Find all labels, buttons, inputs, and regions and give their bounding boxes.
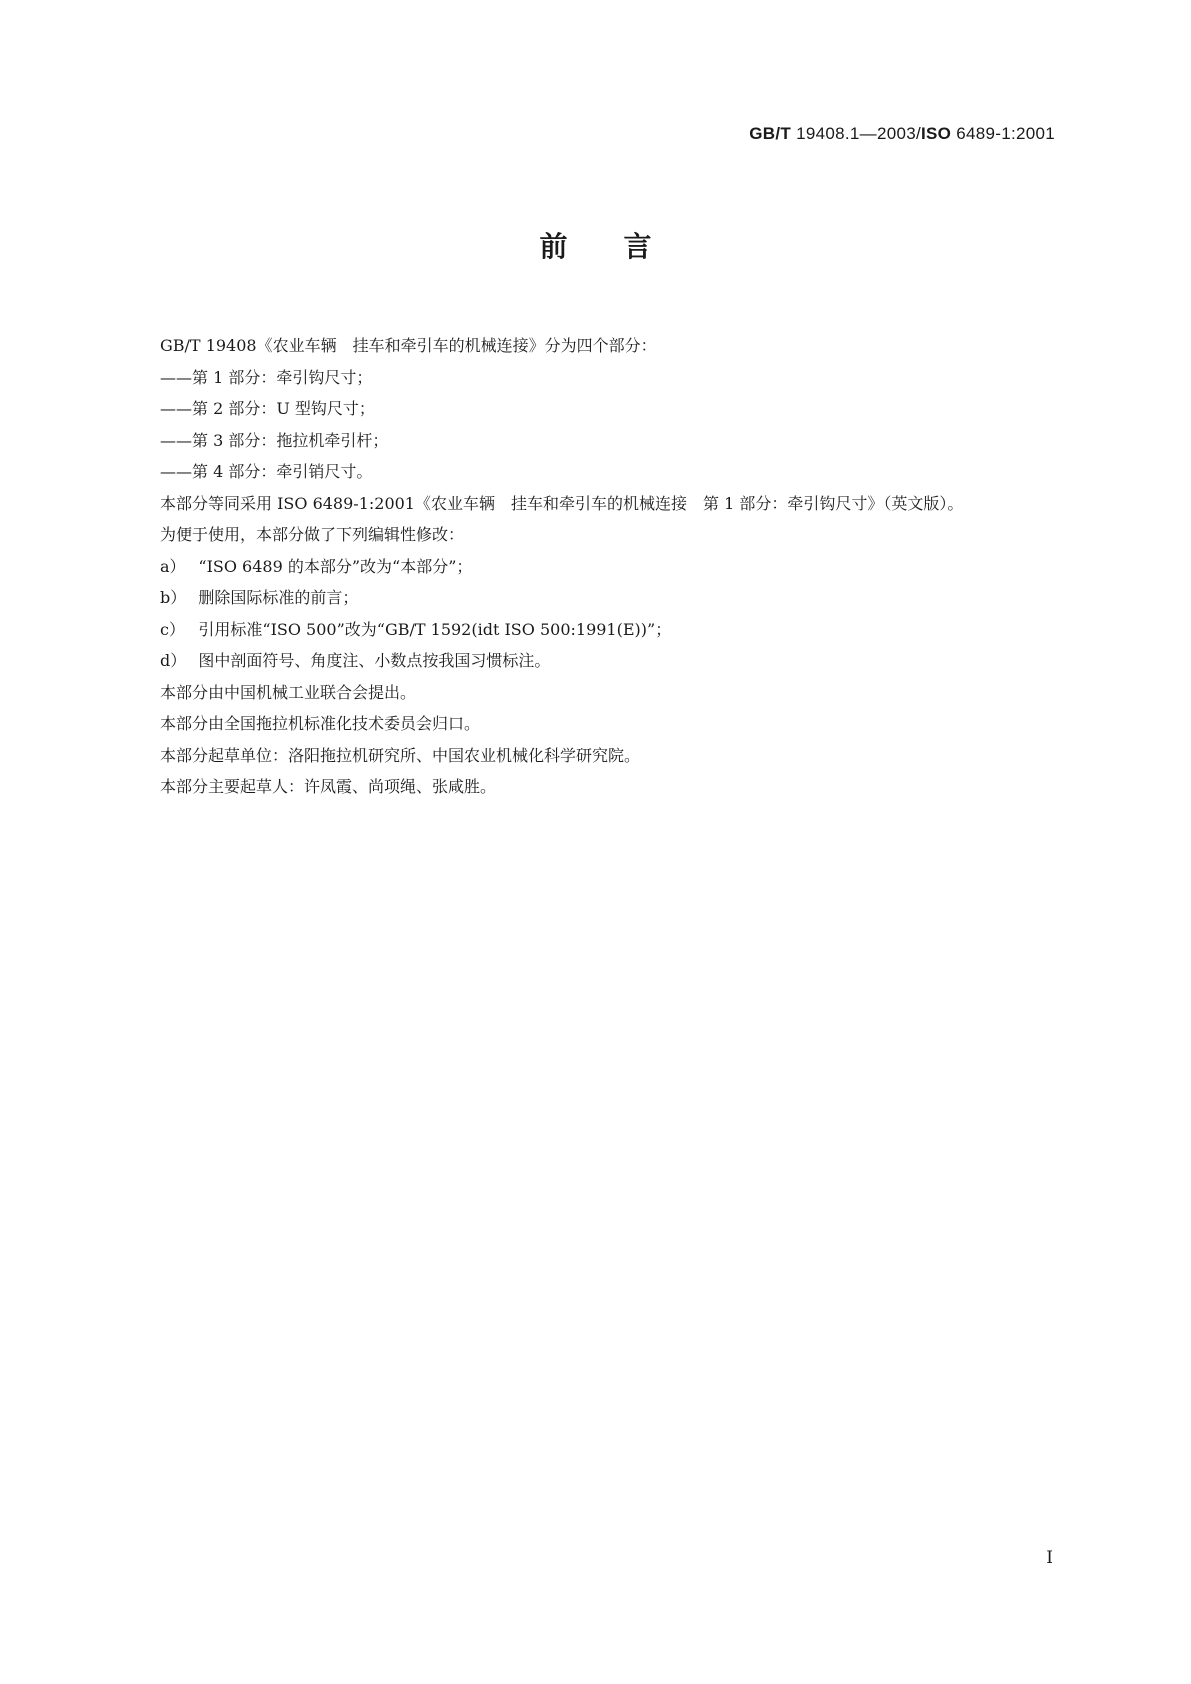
drafting-units-paragraph: 本部分起草单位：洛阳拖拉机研究所、中国农业机械化科学研究院。 <box>160 745 641 765</box>
change-text: 删除国际标准的前言； <box>198 588 359 607</box>
standard-code-iso: ISO <box>921 124 952 143</box>
change-item <box>128 551 1061 583</box>
standard-code <box>749 124 1055 144</box>
standard-code-prefix: GB/T <box>749 124 792 143</box>
dash-marker: —— <box>160 430 192 450</box>
change-marker: c） <box>160 619 185 639</box>
standard-code-number: 19408.1—2003/ <box>791 124 921 143</box>
centralized-by-paragraph: 本部分由全国拖拉机标准化技术委员会归口。 <box>160 714 481 733</box>
change-text: “ISO 6489 的本部分”改为“本部分”； <box>198 556 473 576</box>
part-item <box>128 393 1061 425</box>
drafters-paragraph: 本部分主要起草人：许凤霞、尚项绳、张咸胜。 <box>160 777 497 796</box>
part-text: 第 4 部分：牵引销尺寸。 <box>192 462 373 481</box>
change-text: 图中剖面符号、角度注、小数点按我国习惯标注。 <box>198 651 551 670</box>
dash-marker: —— <box>160 462 192 481</box>
part-text: 第 3 部分：拖拉机牵引杆； <box>192 430 389 450</box>
change-text: 引用标准“ISO 500”改为“GB/T 1592(idt ISO 500:1991(E))”； <box>198 619 672 639</box>
change-item <box>128 645 1061 677</box>
change-item <box>128 614 1061 646</box>
change-marker: a） <box>160 556 186 576</box>
standard-code-iso-number: 6489-1:2001 <box>951 124 1055 143</box>
page-number: I <box>1046 1548 1053 1568</box>
intro-paragraph: GB/T 19408《农业车辆 挂车和牵引车的机械连接》分为四个部分： <box>160 336 657 355</box>
change-marker: d） <box>160 651 187 670</box>
part-item <box>128 362 1061 394</box>
part-item <box>128 425 1061 457</box>
dash-marker: —— <box>160 399 192 418</box>
part-text: 第 1 部分：牵引钩尺寸； <box>192 367 373 387</box>
part-item <box>128 456 1061 488</box>
dash-marker: —— <box>160 367 192 387</box>
foreword-body <box>128 330 1061 803</box>
change-item <box>128 582 1061 614</box>
change-marker: b） <box>160 588 187 607</box>
adoption-paragraph: 本部分等同采用 ISO 6489-1:2001《农业车辆 挂车和牵引车的机械连接 第 1 部分：牵引钩尺寸》（英文版）。 <box>160 493 964 513</box>
changes-intro-paragraph: 为便于使用，本部分做了下列编辑性修改： <box>160 525 465 544</box>
part-text: 第 2 部分：U 型钩尺寸； <box>192 399 375 418</box>
proposed-by-paragraph: 本部分由中国机械工业联合会提出。 <box>160 682 417 702</box>
page-title: 前言 <box>539 230 708 263</box>
